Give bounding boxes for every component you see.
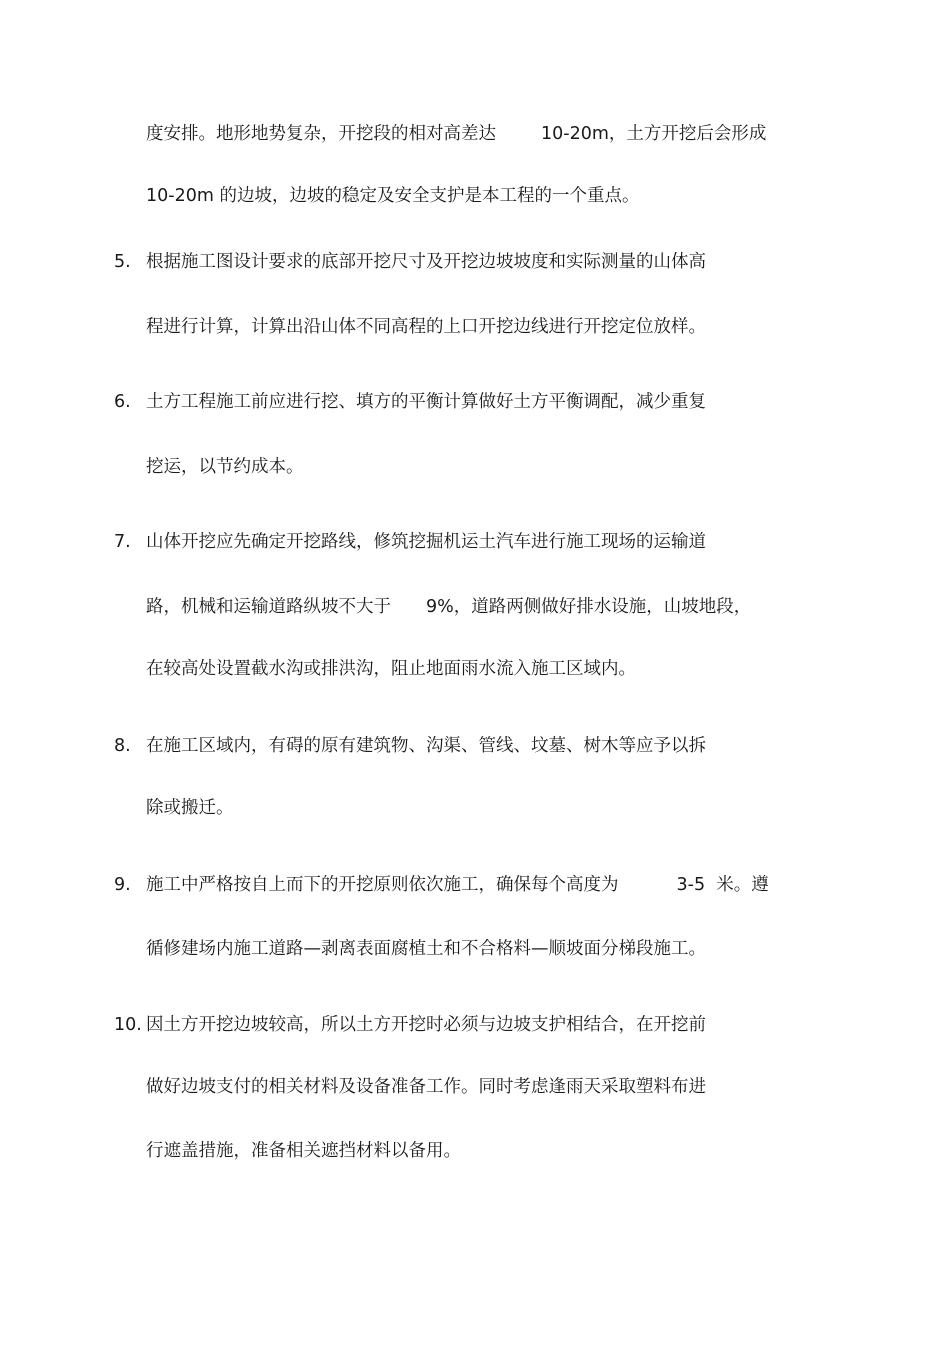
list-number: 8. — [114, 736, 131, 756]
list-item-line: 根据施工图设计要求的底部开挖尺寸及开挖边坡坡度和实际测量的山体高 — [146, 252, 706, 272]
list-item-line: 挖运，以节约成本。 — [146, 457, 304, 477]
list-item-line — [146, 595, 751, 619]
list-number: 5. — [114, 252, 131, 272]
list-item-line: 在施工区域内，有碍的原有建筑物、沟渠、管线、坟墓、树木等应予以拆 — [146, 736, 706, 756]
list-number: 7. — [114, 532, 131, 552]
list-number: 6. — [114, 392, 131, 412]
list-item-line: 土方工程施工前应进行挖、填方的平衡计算做好土方平衡调配，减少重复 — [146, 392, 706, 412]
text-segment: 施工中严格按自上而下的开挖原则依次施工，确保每个高度为 — [146, 875, 619, 895]
list-item-line: 行遮盖措施，准备相关遮挡材料以备用。 — [146, 1141, 461, 1161]
list-item-line: 程进行计算，计算出沿山体不同高程的上口开挖边线进行开挖定位放样。 — [146, 317, 706, 337]
list-item-line: 在较高处设置截水沟或排洪沟，阻止地面雨水流入施工区域内。 — [146, 659, 636, 679]
list-item-line: 做好边坡支付的相关材料及设备准备工作。同时考虑逢雨天采取塑料布进 — [146, 1077, 706, 1097]
text-segment: 9%，道路两侧做好排水设施，山坡地段， — [426, 597, 752, 617]
list-item-line: 山体开挖应先确定开挖路线，修筑挖掘机运土汽车进行施工现场的运输道 — [146, 532, 706, 552]
text-segment: 路，机械和运输道路纵坡不大于 — [146, 597, 391, 617]
list-item-line: 因土方开挖边坡较高，所以土方开挖时必须与边坡支护相结合，在开挖前 — [146, 1015, 706, 1035]
list-item-line: 循修建场内施工道路—剥离表面腐植土和不合格料—顺坡面分梯段施工。 — [146, 939, 706, 959]
list-number: 10. — [114, 1015, 142, 1035]
paragraph-line: 10-20m 的边坡，边坡的稳定及安全支护是本工程的一个重点。 — [146, 186, 640, 206]
list-item-line: 除或搬迁。 — [146, 798, 234, 818]
text-segment: 度安排。地形地势复杂，开挖段的相对高差达 — [146, 124, 496, 144]
text-segment: 10-20m，土方开挖后会形成 — [541, 124, 767, 144]
list-number: 9. — [114, 875, 131, 895]
text-segment: 3-5 米。遵 — [676, 875, 769, 895]
list-item-line — [146, 873, 769, 897]
paragraph-line — [146, 122, 766, 146]
